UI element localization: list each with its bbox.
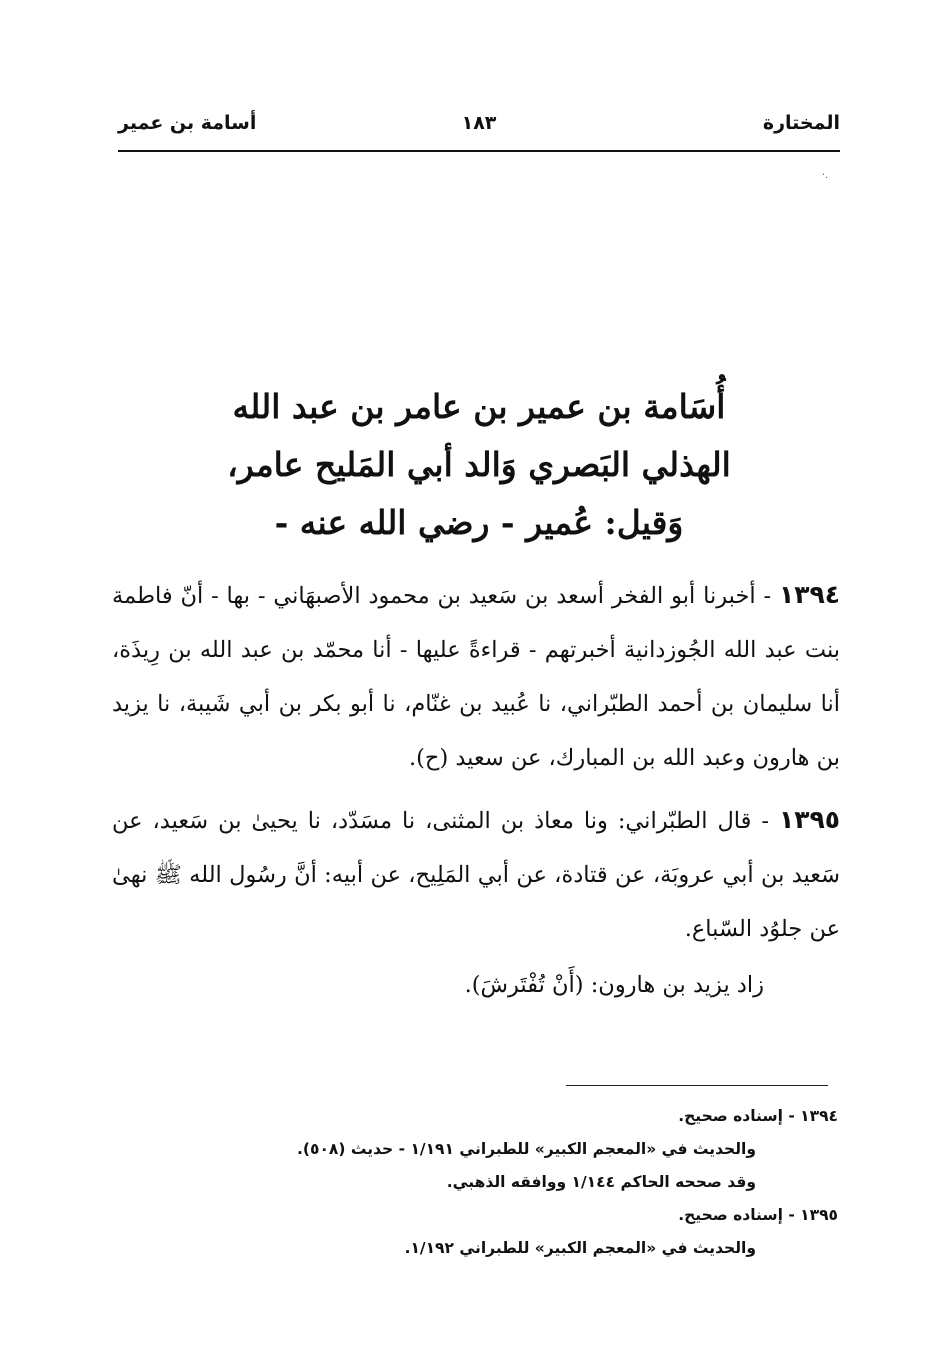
hadith-number: ١٣٩٥: [778, 805, 840, 834]
footnote-line: والحديث في «المعجم الكبير» للطبراني ١/١٩٢.: [404, 1239, 756, 1257]
footnotes: [120, 1100, 838, 1265]
hadith-paragraph: [112, 793, 840, 956]
hadith-text: - قال الطبّراني: ونا معاذ بن المثنى، نا مسَدّد، نا يحيىٰ بن سَعيد، عن سَعيد بن أبي عروبَة، عن قتادة، عن أبي المَلِيح، عن أبيه: أنَّ رسُول الله ﷺ نهىٰ عن جلوُد السّباع.: [112, 808, 840, 942]
hadith-addition: [112, 958, 840, 1012]
chapter-title: [118, 378, 840, 552]
footnote-line: ١٣٩٥ - إسناده صحيح.: [678, 1206, 838, 1224]
running-header: [118, 112, 840, 144]
page-number: ١٨٣: [461, 112, 497, 134]
addition-text: زاد يزيد بن هارون: (أَنْ تُفْتَرشَ).: [464, 972, 764, 998]
footnote-line: وقد صححه الحاكم ١/١٤٤ ووافقه الذهبي.: [446, 1173, 756, 1191]
header-divider: [118, 150, 840, 152]
hadith-text: - أخبرنا أبو الفخر أسعد بن سَعيد بن محمود الأصبهَاني - بها - أنّ فاطمة بنت عبد الله الجُوزدانية أخبرتهم - قراءةً عليها - أنا محمّد بن عبد الله بن رِيذَة، أنا سليمان بن أحمد الطبّراني، نا عُبيد بن غنّام، نا أبو بكر بن أبي شَيبة، نا يزيد بن هارون وعبد الله بن المبارك، عن سعيد (ح).: [112, 583, 840, 771]
footnote-divider: [566, 1085, 828, 1086]
title-line: الهذلي البَصري وَالد أبي المَليح عامر،: [227, 445, 731, 484]
main-text: [112, 568, 840, 1020]
footnote-line: والحديث في «المعجم الكبير» للطبراني ١/١٩١ - حديث (٥٠٨).: [297, 1140, 756, 1158]
footnote-line: ١٣٩٤ - إسناده صحيح.: [678, 1107, 838, 1125]
book-title: المختارة: [762, 112, 840, 134]
hadith-number: ١٣٩٤: [778, 580, 840, 609]
chapter-running-title: أسامة بن عمير: [118, 112, 257, 134]
hadith-paragraph: [112, 568, 840, 785]
stray-mark: ·.: [822, 170, 829, 181]
title-line: أُسَامة بن عمير بن عامر بن عبد الله: [232, 387, 726, 426]
title-line: وَقيل: عُمير - رضي الله عنه -: [274, 503, 684, 542]
